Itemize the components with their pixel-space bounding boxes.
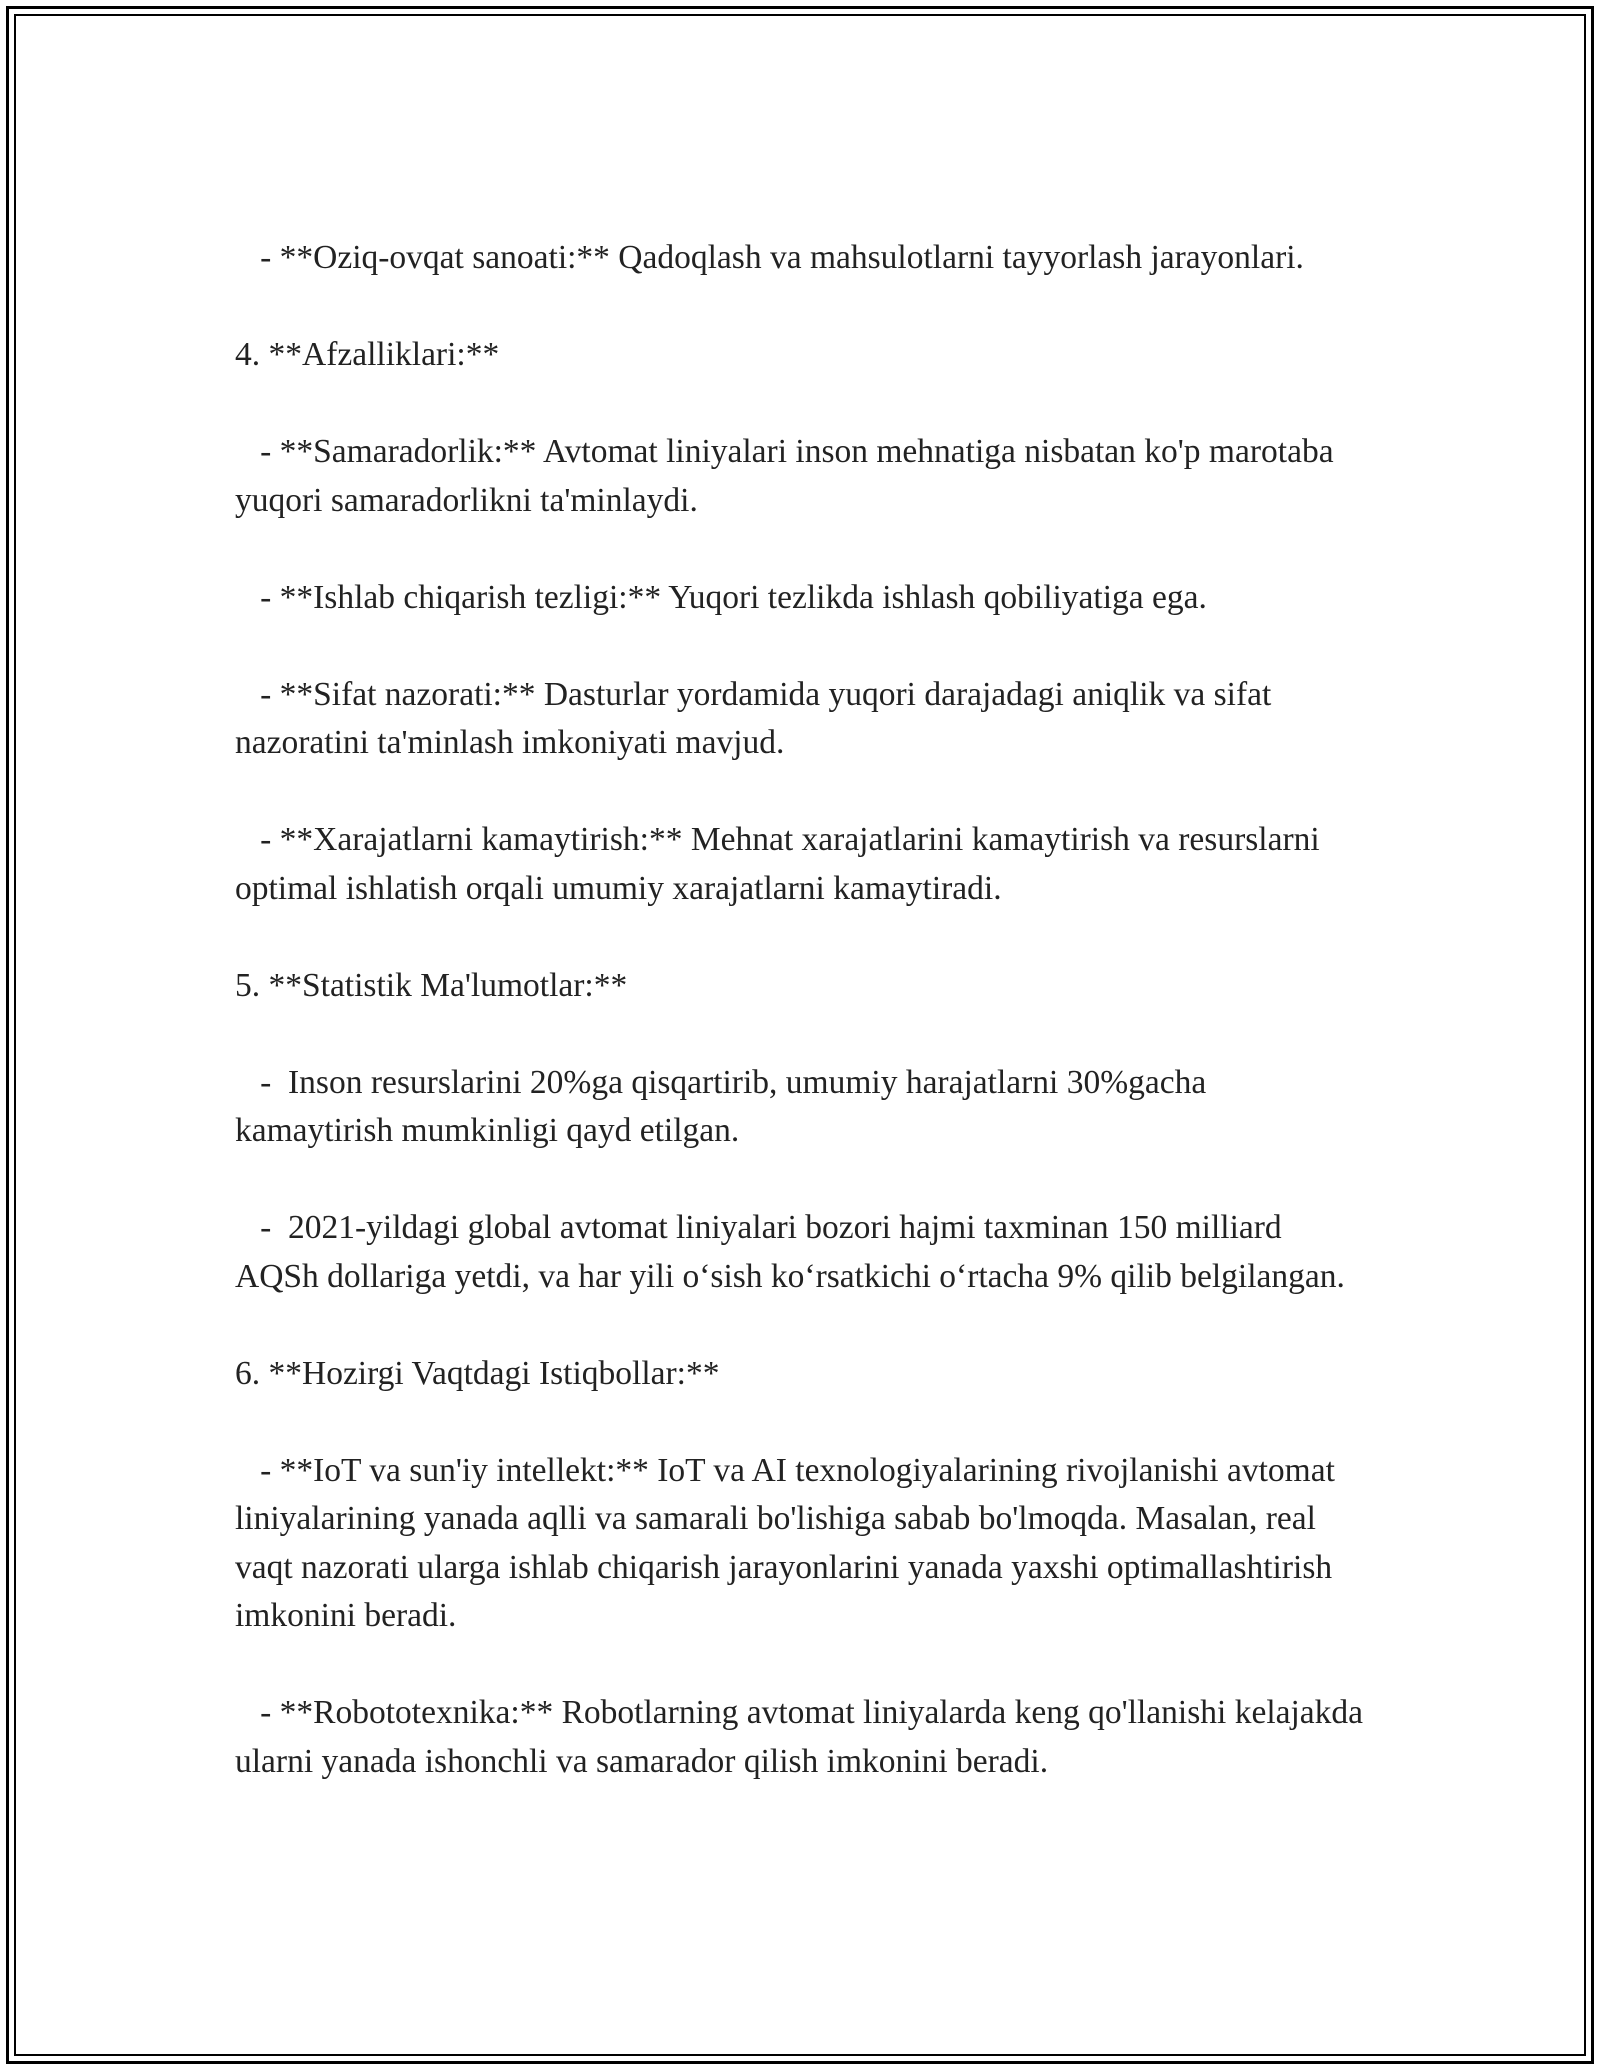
paragraph-statistics-resources: - Inson resurslarini 20%ga qisqartirib, umumiy harajatlarni 30%gacha kamaytirish mumkinligi qayd etilgan. (235, 1063, 1215, 1149)
paragraph-production-speed: - **Ishlab chiqarish tezligi:** Yuqori tezlikda ishlash qobiliyatiga ega. (235, 578, 1207, 616)
paragraph-robotics: - **Robototexnika:** Robotlarning avtomat liniyalarda keng qo'llanishi kelajakda ularni yanada ishonchli va samarador qilish imkonini beradi. (235, 1694, 1372, 1780)
paragraph-statistics-market: - 2021-yildagi global avtomat liniyalari bozori hajmi taxminan 150 milliard AQSh dollariga yetdi, va har yili o‘sish ko‘rsatkichi o‘rtacha 9% qilib belgilangan. (235, 1209, 1345, 1295)
paragraph-iot-ai: - **IoT va sun'iy intellekt:** IoT va AI texnologiyalarining rivojlanishi avtomat liniyalarining yanada aqlli va samarali bo'lishiga sabab bo'lmoqda. Masalan, real vaqt nazorati ularga ishlab chiqarish jarayonlarini yanada yaxshi optimallashtirish imkonini beradi. (235, 1451, 1344, 1634)
paragraph-quality-control: - **Sifat nazorati:** Dasturlar yordamida yuqori darajadagi aniqlik va sifat nazoratini ta'minlash imkoniyati mavjud. (235, 675, 1280, 761)
document-body (235, 234, 1372, 1786)
heading-advantages: 4. **Afzalliklari:** (235, 336, 500, 373)
paragraph-efficiency: - **Samaradorlik:** Avtomat liniyalari inson mehnatiga nisbatan ko'p marotaba yuqori samaradorlikni ta'minlaydi. (235, 433, 1342, 519)
heading-statistics: 5. **Statistik Ma'lumotlar:** (235, 966, 628, 1004)
paragraph-food-industry: - **Oziq-ovqat sanoati:** Qadoqlash va mahsulotlarni tayyorlash jarayonlari. (235, 239, 1304, 276)
paragraph-cost-reduction: - **Xarajatlarni kamaytirish:** Mehnat xarajatlarini kamaytirish va resurslarni optimal ishlatish orqali umumiy xarajatlarni kamaytiradi. (235, 821, 1329, 907)
heading-prospects: 6. **Hozirgi Vaqtdagi Istiqbollar:** (235, 1354, 720, 1392)
